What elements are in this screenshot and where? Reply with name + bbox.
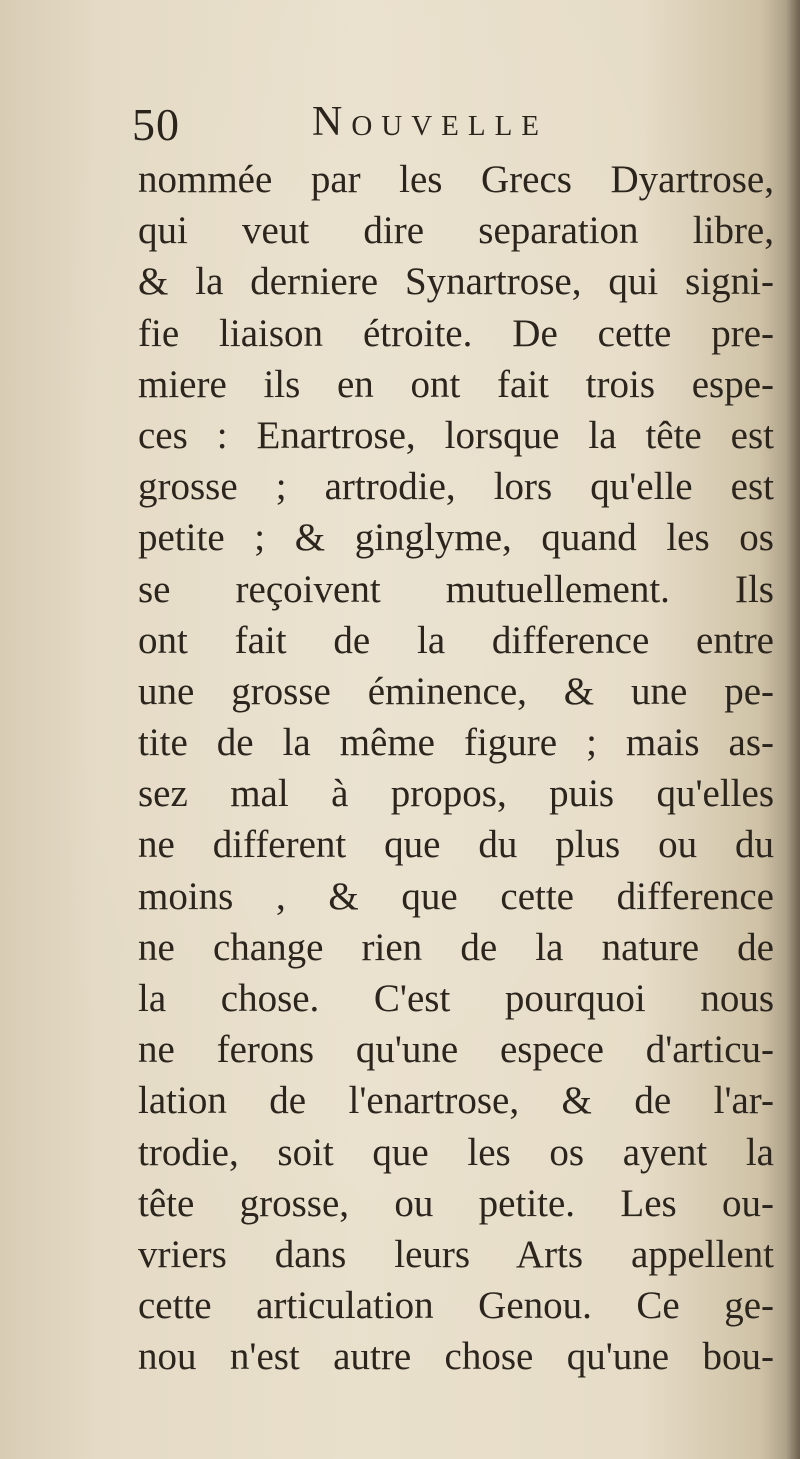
text-line: sez mal à propos, puis qu'elles: [138, 772, 774, 816]
page-number: 50: [132, 99, 180, 150]
text-line: tite de la même figure ; mais as-: [138, 721, 774, 765]
text-line: lation de l'enartrose, & de l'ar-: [138, 1079, 774, 1123]
text-line: ne different que du plus ou du: [138, 823, 774, 867]
text-line: vriers dans leurs Arts appellent: [138, 1232, 774, 1276]
text-line: nou n'est autre chose qu'une bou-: [138, 1335, 774, 1379]
text-line: nommée par les Grecs Dyartrose,: [138, 158, 774, 201]
page-gutter-shadow: [786, 0, 800, 1459]
text-line: & la derniere Synartrose, qui signi-: [138, 260, 774, 304]
text-line: se reçoivent mutuellement. Ils: [138, 567, 774, 611]
text-line: ont fait de la difference entre: [138, 618, 774, 662]
text-line: grosse ; artrodie, lors qu'elle est: [138, 465, 774, 509]
text-line: une grosse éminence, & une pe-: [138, 669, 774, 713]
text-line: tête grosse, ou petite. Les ou-: [138, 1181, 774, 1225]
text-line: ne change rien de la nature de: [138, 925, 774, 969]
text-line: la chose. C'est pourquoi nous: [138, 977, 774, 1020]
text-line: fie liaison étroite. De cette pre-: [138, 311, 774, 355]
text-line: moins , & que cette difference: [138, 874, 774, 918]
text-line: qui veut dire separation libre,: [138, 209, 774, 253]
text-line: trodie, soit que les os ayent la: [138, 1130, 774, 1174]
running-head: Nouvelle: [312, 99, 549, 145]
text-line: ne ferons qu'une espece d'articu-: [138, 1028, 774, 1072]
text-line: miere ils en ont fait trois espe-: [138, 362, 774, 406]
body-text: [138, 154, 774, 1383]
text-line: ces : Enartrose, lorsque la tête est: [138, 413, 774, 457]
text-line: petite ; & ginglyme, quand les os: [138, 516, 774, 560]
text-line: cette articulation Genou. Ce ge-: [138, 1284, 774, 1328]
